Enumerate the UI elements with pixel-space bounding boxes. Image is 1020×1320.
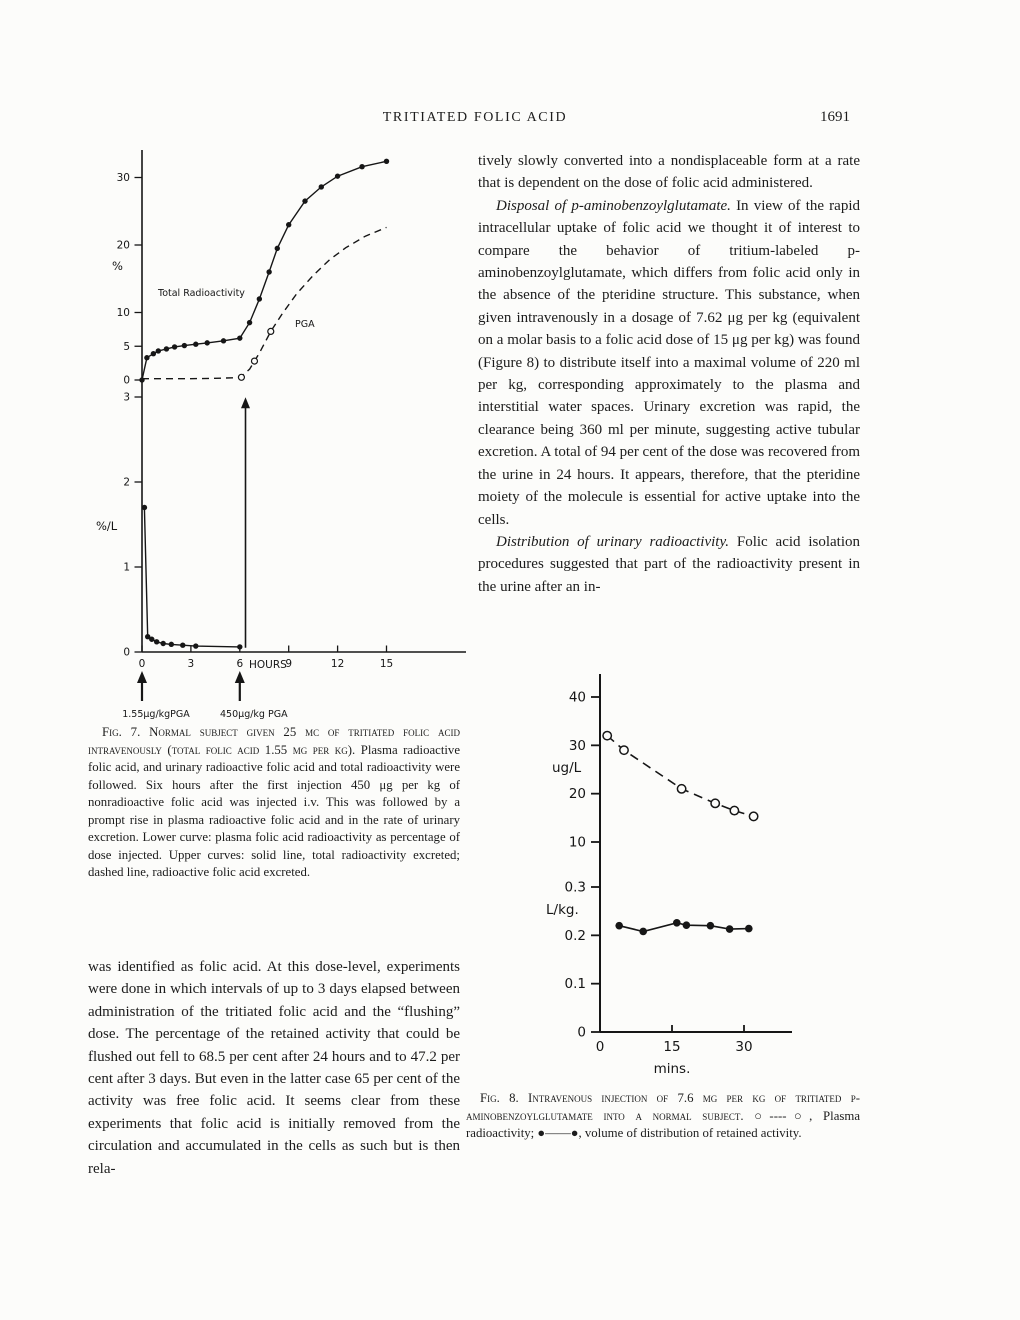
svg-text:Total Radioactivity: Total Radioactivity: [158, 288, 245, 299]
svg-text:2: 2: [123, 476, 130, 489]
svg-text:0: 0: [595, 1039, 605, 1055]
svg-text:0: 0: [123, 646, 130, 659]
svg-text:30: 30: [568, 737, 586, 754]
svg-text:0.3: 0.3: [564, 879, 586, 896]
svg-text:9: 9: [285, 658, 293, 670]
right-column-text: [478, 150, 860, 598]
svg-text:10: 10: [116, 307, 130, 319]
svg-text:30: 30: [116, 172, 130, 184]
svg-text:20: 20: [568, 786, 586, 803]
paragraph: tively slowly converted into a nondisplaceable form at a rate that is dependent on the dose of folic acid administered.: [478, 153, 860, 192]
svg-text:0: 0: [138, 658, 146, 670]
svg-text:HOURS: HOURS: [249, 659, 287, 671]
svg-text:0.1: 0.1: [564, 976, 586, 993]
page-number: 1691: [820, 109, 850, 125]
svg-text:ug/L: ug/L: [552, 760, 582, 776]
figure8-chart: [536, 652, 866, 1082]
svg-text:450μg/kg PGA: 450μg/kg PGA: [220, 709, 288, 720]
svg-text:30: 30: [735, 1039, 753, 1055]
figure8-caption-text: ○----○, Plasma radioactivity; ●——●, volume of distribution of retained activity.: [466, 1108, 861, 1140]
svg-text:0: 0: [577, 1024, 586, 1041]
figure8-caption-smallcaps: Intravenous injection of 7.6 μg per kg of tritiated p-aminobenzoylglutamate into a normal subject.: [466, 1091, 860, 1123]
svg-text:%/L: %/L: [96, 519, 118, 533]
figure7-chart: [72, 140, 474, 724]
svg-text:PGA: PGA: [295, 319, 315, 330]
svg-text:mins.: mins.: [653, 1061, 691, 1077]
paragraph: [478, 195, 860, 531]
figure8-caption: [466, 1090, 860, 1143]
figure7-caption-text: Plasma radioactive folic acid, and urinary radioactive folic acid and total radioactivity were followed. Six hours after the first injection 450 μg per kg of nonradioactive folic acid was injected i.v. This was followed by a prompt rise in plasma radioactive folic acid and in the rate of urinary excretion. Lower curve: plasma folic acid radioactivity as percentage of dose injected. Upper curves: solid line, total radioactivity excreted; dashed line, radioactive folic acid excreted.: [88, 742, 461, 879]
svg-text:0: 0: [123, 374, 130, 387]
figure7-caption: [88, 724, 460, 882]
paragraph-text: In view of the rapid intracellular uptake of folic acid we thought it of interest to compare the behavior of tritium-labeled p-aminobenzoylglutamate, which differs from folic acid only in the absence of the pteridine structure. This substance, when given intravenously in a dosage of 7.62 μg per kg (equivalent on a molar basis to a folic acid dose of 15 μg per kg) was found (Figure 8) to distribute itself into a maximal volume of 220 ml per kg, corresponding approximately to the plasma and interstitial water spaces. Urinary excretion was rapid, the clearance being 360 ml per minute, suggesting active tubular excretion. A total of 94 per cent of the dose was recovered from the urine in 24 hours. It appears, therefore, that the pteridine moiety of the molecule is essential for active uptake into the cells.: [478, 197, 860, 528]
paragraph-text: Folic acid isolation procedures suggested that part of the radioactivity present in the urine after an in-: [478, 533, 860, 595]
paragraph: [478, 531, 860, 598]
svg-text:%: %: [112, 259, 123, 273]
svg-text:0.2: 0.2: [564, 927, 586, 944]
paragraph: was identified as folic acid. At this dose-level, experiments were done in which intervals of up to 3 days elapsed between administration of the tritiated folic acid and the “flushing” dose. The percentage of the retained activity that could be flushed out fell to 68.5 per cent after 24 hours and to 47.2 per cent after 3 days. But even in the latter case 65 per cent of the activity was free folic acid. It seems clear from these experiments that folic acid is initially removed from the circulation and accumulated in the cells as such but is then rela-: [88, 959, 460, 1177]
paragraph-lead: Distribution of urinary radioactivity.: [496, 533, 730, 550]
svg-text:40: 40: [568, 689, 586, 706]
svg-text:12: 12: [330, 658, 345, 670]
paragraph-lead: Disposal of p-aminobenzoylglutamate.: [496, 197, 731, 214]
svg-text:3: 3: [123, 391, 130, 404]
svg-text:10: 10: [568, 834, 586, 851]
page-title: TRITIATED FOLIC ACID: [382, 110, 568, 125]
figure7-caption-smallcaps: Normal subject given 25 μc of tritiated folic acid intravenously (total folic acid 1.55 μg per kg).: [88, 725, 460, 757]
figure8-caption-label: Fig. 8.: [480, 1091, 519, 1105]
left-column-text: [88, 956, 460, 1180]
svg-text:3: 3: [187, 658, 195, 670]
svg-text:1.55μg/kgPGA: 1.55μg/kgPGA: [122, 709, 190, 720]
svg-text:L/kg.: L/kg.: [546, 902, 579, 918]
svg-text:20: 20: [116, 239, 130, 252]
svg-text:15: 15: [663, 1039, 681, 1055]
svg-text:15: 15: [379, 658, 394, 670]
svg-text:5: 5: [123, 340, 130, 353]
svg-text:6: 6: [236, 658, 244, 670]
svg-text:1: 1: [123, 561, 130, 574]
figure7-caption-label: Fig. 7.: [102, 725, 141, 739]
